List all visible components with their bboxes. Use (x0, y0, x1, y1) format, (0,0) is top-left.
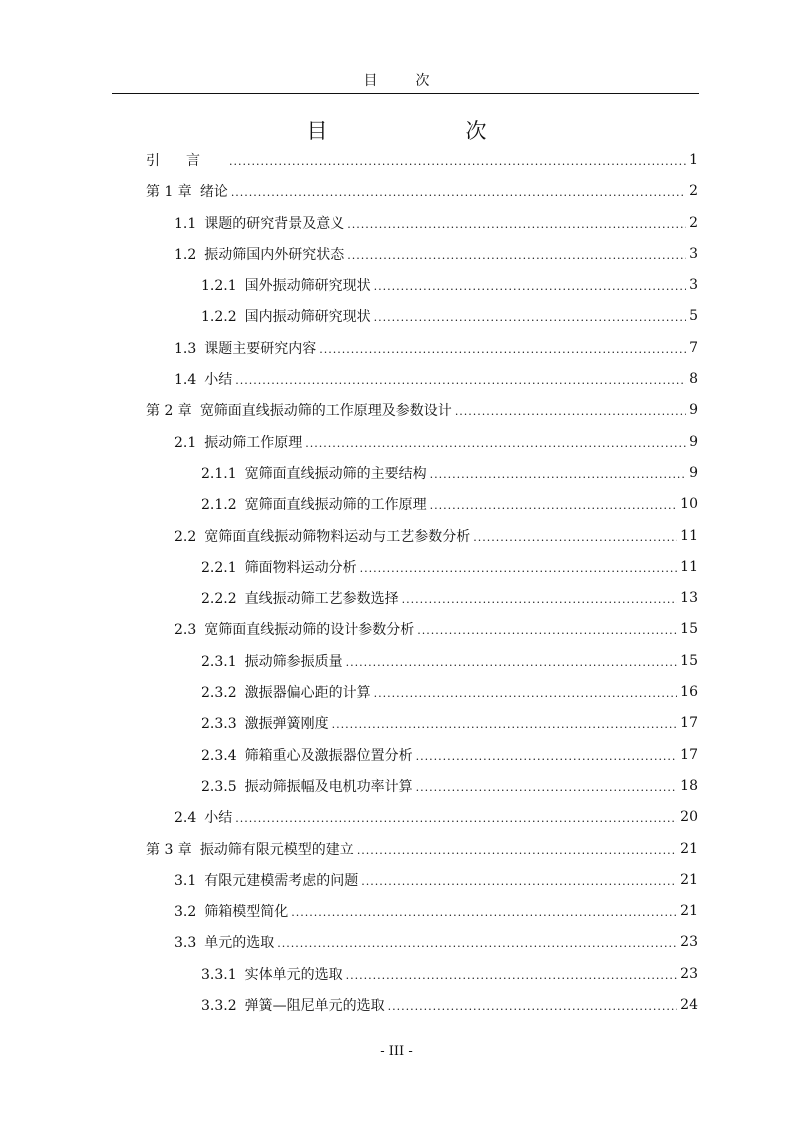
dot-leader (231, 184, 686, 198)
toc-entry-page: 9 (689, 433, 698, 450)
toc-entry-label (174, 213, 344, 233)
toc-entry-page: 2 (689, 183, 698, 200)
toc-entry-number: 2.1 (174, 434, 197, 451)
toc-entry[interactable] (201, 270, 698, 301)
toc-entry[interactable] (174, 802, 698, 833)
toc-entry-label (174, 369, 232, 389)
toc-entry[interactable] (174, 864, 698, 895)
toc-entry-page: 20 (680, 809, 698, 826)
toc-entry-title: 振动筛振幅及电机功率计算 (244, 778, 413, 795)
toc-entry[interactable] (174, 207, 698, 238)
toc-entry[interactable] (201, 708, 698, 739)
toc-entry-title: 激振器偏心距的计算 (244, 685, 371, 702)
toc-entry-number: 1.2.2 (201, 309, 237, 326)
toc-entry-number: 2.3.1 (201, 653, 237, 670)
toc-entry[interactable] (201, 958, 698, 989)
toc-entry-title: 弹簧—阻尼单元的选取 (244, 998, 385, 1015)
toc-entry-number: 1.2 (174, 246, 197, 263)
toc-entry-number: 2.3.3 (201, 716, 237, 733)
toc-entry-label (201, 713, 329, 733)
toc-entry-label (146, 181, 228, 201)
toc-entry-title: 振动筛参振质量 (244, 653, 343, 670)
toc-entry[interactable] (146, 176, 698, 207)
toc-entry[interactable] (201, 489, 698, 520)
toc-entry-page: 17 (680, 715, 698, 732)
toc-entry-title: 宽筛面直线振动筛的主要结构 (244, 465, 427, 482)
toc-entry-label (201, 651, 343, 671)
toc-entry-number: 2.2.2 (201, 591, 237, 608)
toc-entry-label (201, 588, 399, 608)
toc-entry-label (201, 275, 371, 295)
toc-entry-label (174, 932, 274, 952)
toc-entry-label (201, 463, 427, 483)
toc-entry-label (201, 557, 357, 577)
toc-entry-page: 1 (689, 151, 698, 168)
toc-entry[interactable] (146, 395, 698, 426)
toc-entry-page: 15 (680, 621, 698, 638)
running-header-title: 目 次 (363, 73, 442, 89)
toc-entry-page: 11 (680, 558, 698, 575)
toc-entry-number: 2.1.2 (201, 497, 237, 514)
toc-entry-label (201, 306, 371, 326)
toc-entry-label (146, 150, 226, 170)
toc-entry[interactable] (174, 238, 698, 269)
toc-entry-page: 5 (689, 308, 698, 325)
toc-entry-title: 国内振动筛研究现状 (244, 309, 371, 326)
toc-entry[interactable] (146, 144, 698, 175)
toc-entry-number: 2.3 (174, 622, 197, 639)
toc-entry[interactable] (201, 739, 698, 770)
toc-entry-label (146, 400, 452, 420)
dot-leader (332, 716, 678, 730)
toc-entry-title: 课题的研究背景及意义 (204, 215, 345, 232)
toc-entry-title: 小结 (204, 810, 233, 827)
toc-entry-number: 第 3 章 (146, 841, 192, 858)
toc-entry-title: 直线振动筛工艺参数选择 (244, 591, 399, 608)
dot-leader (455, 403, 686, 417)
toc-entry[interactable] (174, 363, 698, 394)
header-rule (112, 93, 699, 94)
dot-leader (235, 372, 686, 386)
dot-leader (319, 341, 686, 355)
page-number: - III - (380, 1044, 413, 1059)
toc-entry[interactable] (174, 614, 698, 645)
toc-entry-title: 单元的选取 (204, 935, 275, 952)
toc-entry-title: 有限元建模需考虑的问题 (204, 872, 359, 889)
toc-entry[interactable] (201, 770, 698, 801)
toc-entry-page: 8 (689, 371, 698, 388)
toc-entry-title: 实体单元的选取 (244, 966, 343, 983)
toc-entry-label (201, 745, 413, 765)
toc-entry-title: 筛箱模型简化 (204, 904, 289, 921)
toc-entry-page: 13 (680, 590, 698, 607)
toc-entry-label (201, 776, 413, 796)
dot-leader (388, 998, 678, 1012)
toc-entry-label (174, 870, 358, 890)
toc-entry[interactable] (201, 989, 698, 1020)
dot-leader (277, 935, 677, 949)
toc-entry-page: 21 (680, 903, 698, 920)
toc-entry-page: 9 (689, 402, 698, 419)
toc-entry-label (174, 901, 288, 921)
toc-entry-label (174, 526, 470, 546)
toc-entry-page: 21 (680, 840, 698, 857)
toc-entry[interactable] (201, 457, 698, 488)
dot-leader (416, 748, 678, 762)
toc-entry-page: 18 (680, 777, 698, 794)
toc-entry-number: 1.4 (174, 372, 197, 389)
dot-leader (430, 497, 678, 511)
dot-leader (417, 622, 677, 636)
toc-entry-number: 2.3.5 (201, 778, 237, 795)
dot-leader (416, 779, 678, 793)
toc-entry-number: 3.1 (174, 872, 197, 889)
toc-entry-page: 3 (689, 245, 698, 262)
toc-entry-number: 1.1 (174, 215, 197, 232)
dot-leader (229, 153, 686, 167)
toc-entry[interactable] (174, 426, 698, 457)
dot-leader (374, 278, 686, 292)
dot-leader (305, 435, 686, 449)
toc-entry-label (174, 432, 302, 452)
toc-entry-page: 23 (680, 965, 698, 982)
table-of-contents (0, 144, 793, 1024)
toc-entry-number: 2.4 (174, 810, 197, 827)
toc-entry-title: 课题主要研究内容 (204, 340, 317, 357)
toc-entry[interactable] (201, 301, 698, 332)
toc-entry-number: 3.3.2 (201, 998, 237, 1015)
toc-entry-page: 3 (689, 277, 698, 294)
toc-entry-title: 激振弹簧刚度 (244, 716, 329, 733)
toc-entry-title: 振动筛有限元模型的建立 (199, 841, 354, 858)
toc-entry-number: 2.3.4 (201, 747, 237, 764)
toc-entry-page: 11 (680, 527, 698, 544)
toc-entry-title: 小结 (204, 372, 233, 389)
toc-entry-page: 10 (680, 496, 698, 513)
toc-entry[interactable] (174, 927, 698, 958)
toc-entry-title: 宽筛面直线振动筛的工作原理及参数设计 (199, 403, 452, 420)
toc-entry-number: 2.2.1 (201, 559, 237, 576)
toc-entry-number: 第 2 章 (146, 403, 192, 420)
toc-entry-label (174, 244, 344, 264)
toc-entry-number: 1.2.1 (201, 278, 237, 295)
dot-leader (402, 591, 678, 605)
toc-entry-number: 第 1 章 (146, 184, 192, 201)
toc-entry-label (201, 995, 385, 1015)
toc-entry-number: 2.3.2 (201, 685, 237, 702)
toc-entry-number: 3.3 (174, 935, 197, 952)
toc-entry[interactable] (174, 520, 698, 551)
toc-entry[interactable] (146, 833, 698, 864)
toc-entry-title: 宽筛面直线振动筛的设计参数分析 (204, 622, 415, 639)
toc-entry-label (201, 964, 343, 984)
dot-leader (473, 529, 677, 543)
toc-entry-title: 国外振动筛研究现状 (244, 278, 371, 295)
dot-leader (374, 309, 686, 323)
toc-entry-page: 9 (689, 464, 698, 481)
toc-entry-title: 振动筛国内外研究状态 (204, 246, 345, 263)
dot-leader (347, 216, 686, 230)
toc-entry-label (201, 494, 427, 514)
dot-leader (374, 685, 678, 699)
dot-leader (430, 466, 686, 480)
toc-entry-label (201, 682, 371, 702)
toc-entry-page: 2 (689, 214, 698, 231)
toc-entry-title: 引言 (146, 152, 226, 169)
toc-entry-title: 振动筛工作原理 (204, 434, 303, 451)
dot-leader (361, 873, 677, 887)
toc-entry-label (146, 839, 354, 859)
toc-entry[interactable] (174, 332, 698, 363)
dot-leader (347, 247, 686, 261)
dot-leader (235, 810, 677, 824)
toc-entry[interactable] (201, 645, 698, 676)
toc-entry[interactable] (174, 896, 698, 927)
toc-entry-title: 筛面物料运动分析 (244, 559, 357, 576)
toc-entry-number: 2.2 (174, 528, 197, 545)
toc-entry-page: 21 (680, 871, 698, 888)
toc-entry-label (174, 807, 232, 827)
toc-entry[interactable] (201, 676, 698, 707)
toc-entry-page: 16 (680, 684, 698, 701)
toc-entry-number: 3.3.1 (201, 966, 237, 983)
toc-entry-page: 24 (680, 997, 698, 1014)
toc-entry-page: 17 (680, 746, 698, 763)
toc-entry-page: 23 (680, 934, 698, 951)
toc-entry[interactable] (201, 551, 698, 582)
toc-entry-page: 15 (680, 652, 698, 669)
toc-entry-label (174, 619, 414, 639)
toc-entry-page: 7 (689, 339, 698, 356)
toc-entry-title: 宽筛面直线振动筛物料运动与工艺参数分析 (204, 528, 471, 545)
dot-leader (291, 904, 677, 918)
toc-entry-number: 1.3 (174, 340, 197, 357)
toc-entry-title: 宽筛面直线振动筛的工作原理 (244, 497, 427, 514)
dot-leader (360, 560, 678, 574)
dot-leader (346, 967, 678, 981)
toc-entry-title: 绪论 (199, 184, 228, 201)
toc-entry-label (174, 338, 316, 358)
toc-entry-number: 2.1.1 (201, 465, 237, 482)
dot-leader (357, 842, 677, 856)
dot-leader (346, 654, 678, 668)
toc-entry-title: 筛箱重心及激振器位置分析 (244, 747, 413, 764)
toc-entry[interactable] (201, 583, 698, 614)
toc-entry-number: 3.2 (174, 904, 197, 921)
toc-title: 目 次 (306, 119, 519, 143)
